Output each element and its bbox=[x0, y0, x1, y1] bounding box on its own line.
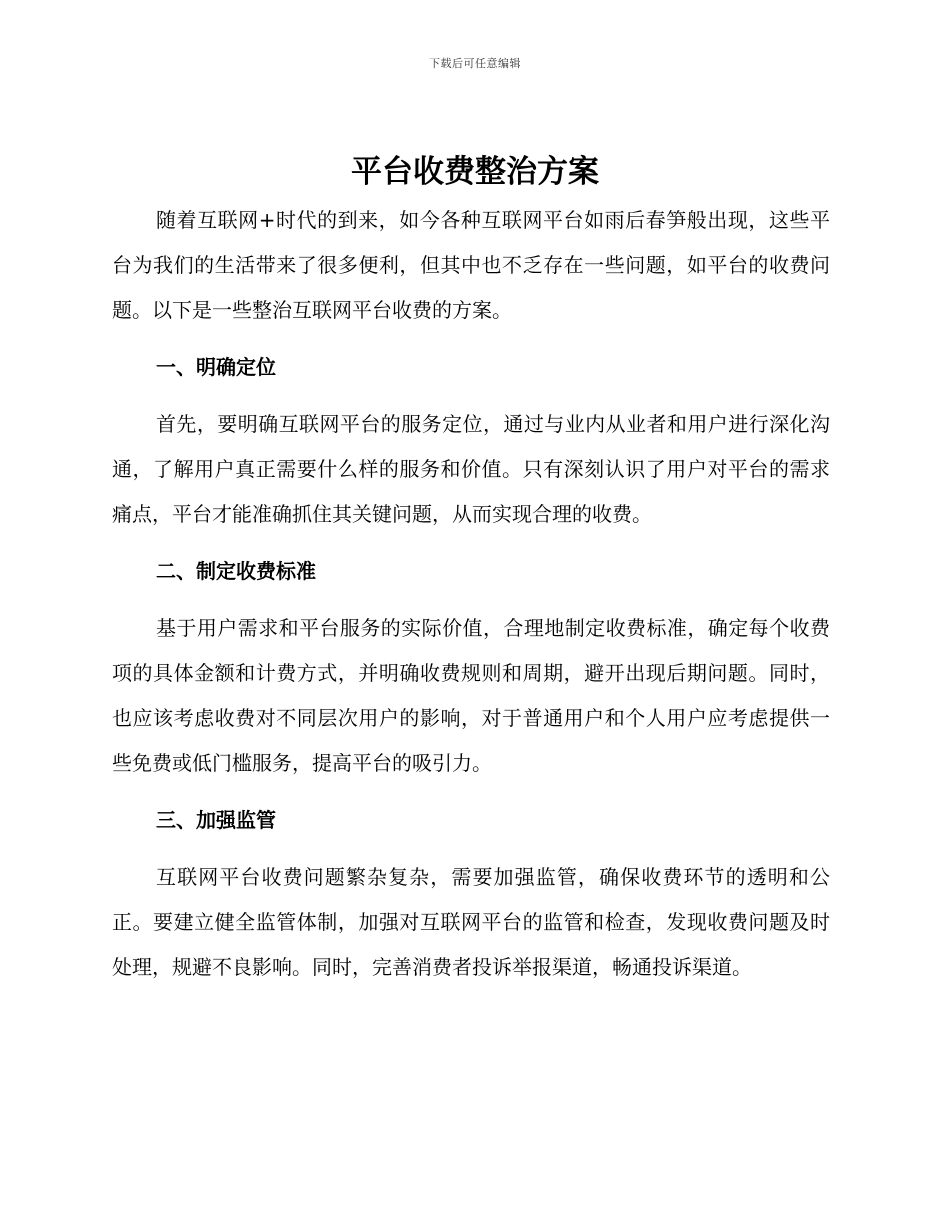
section-body-positioning: 首先，要明确互联网平台的服务定位，通过与业内从业者和用户进行深化沟通，了解用户真正需要什么样的服务和价值。只有深刻认识了用户对平台的需求痛点，平台才能准确抓住其关键问题，从而实现合理的收费。 bbox=[112, 412, 830, 526]
intro-paragraph: 随着互联网+时代的到来，如今各种互联网平台如雨后春笋般出现，这些平台为我们的生活带来了很多便利，但其中也不乏存在一些问题，如平台的收费问题。以下是一些整治互联网平台收费的方案。 bbox=[112, 208, 830, 322]
section-heading-supervision: 三、加强监管 bbox=[156, 808, 276, 832]
document-body bbox=[112, 198, 830, 990]
section-body-fee-standards: 基于用户需求和平台服务的实际价值，合理地制定收费标准，确定每个收费项的具体金额和计费方式，并明确收费规则和周期，避开出现后期问题。同时，也应该考虑收费对不同层次用户的影响，对于普通用户和个人用户应考虑提供一些免费或低门槛服务，提高平台的吸引力。 bbox=[112, 616, 830, 775]
section-heading-fee-standards: 二、制定收费标准 bbox=[156, 559, 316, 583]
header-note: 下载后可任意编辑 bbox=[429, 57, 521, 70]
section-heading-positioning: 一、明确定位 bbox=[156, 355, 276, 379]
document-title: 平台收费整治方案 bbox=[351, 154, 599, 190]
section-body-supervision: 互联网平台收费问题繁杂复杂，需要加强监管，确保收费环节的透明和公正。要建立健全监管体制，加强对互联网平台的监管和检查，发现收费问题及时处理，规避不良影响。同时，完善消费者投诉举报渠道，畅通投诉渠道。 bbox=[112, 865, 830, 979]
